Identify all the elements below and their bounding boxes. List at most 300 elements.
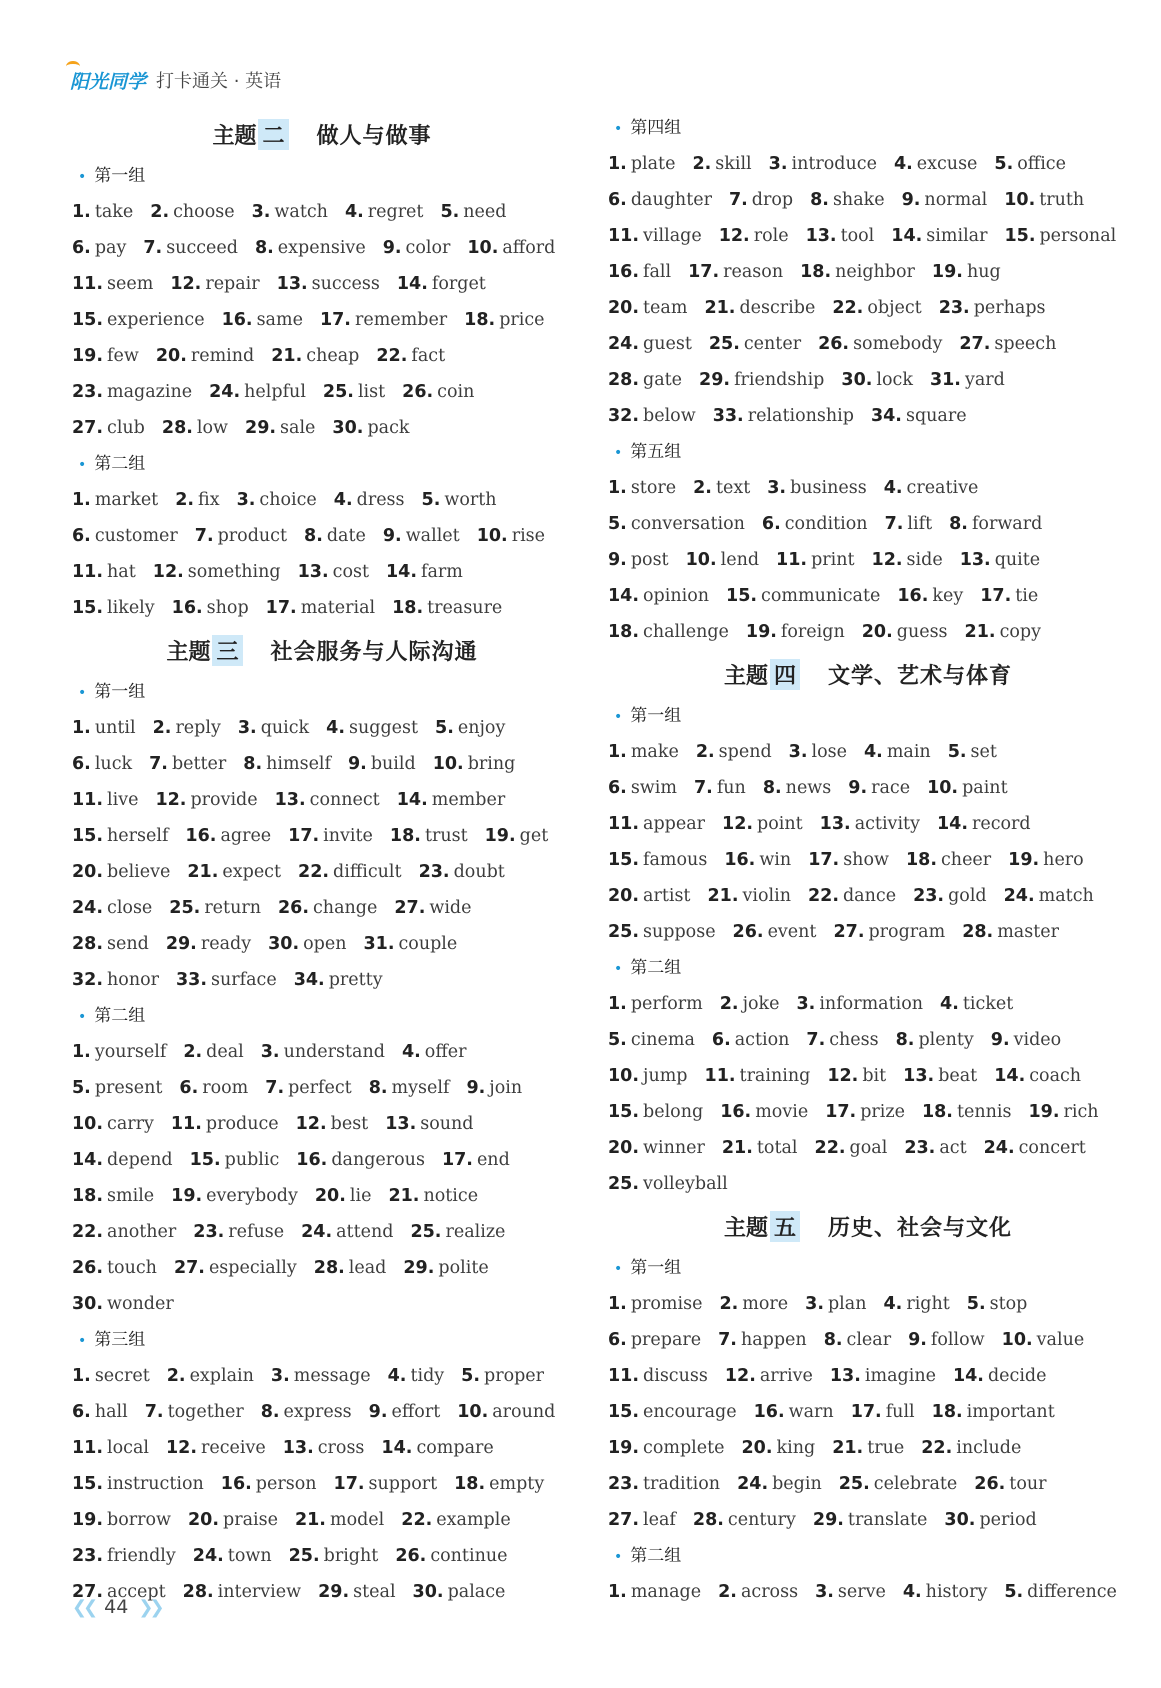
vocab-item <box>72 826 168 846</box>
item-number: 6. <box>608 190 627 210</box>
item-word: happen <box>740 1330 807 1350</box>
vocab-item <box>72 1366 150 1386</box>
item-number: 8. <box>810 190 829 210</box>
item-word: effort <box>391 1402 441 1422</box>
vocab-item <box>442 1150 510 1170</box>
bullet-icon: • <box>78 1009 87 1025</box>
item-word: interview <box>217 1582 302 1602</box>
vocab-item <box>726 586 880 606</box>
item-number: 17. <box>265 598 297 618</box>
item-number: 27. <box>72 1582 104 1602</box>
vocab-line <box>72 710 572 746</box>
item-number: 7. <box>693 778 713 798</box>
item-word: king <box>776 1438 816 1458</box>
item-word: bright <box>323 1546 379 1566</box>
item-number: 7. <box>143 238 163 258</box>
vocab-line <box>608 506 1128 542</box>
item-word: perform <box>630 994 703 1014</box>
item-number: 13. <box>819 814 851 834</box>
item-number: 21. <box>721 1138 753 1158</box>
bullet-icon: • <box>614 709 623 725</box>
item-word: drop <box>751 190 794 210</box>
vocab-item <box>261 1402 352 1422</box>
item-word: list <box>357 382 386 402</box>
item-word: point <box>757 814 803 834</box>
item-word: century <box>727 1510 796 1530</box>
item-word: square <box>905 406 967 426</box>
item-number: 4. <box>387 1366 407 1386</box>
item-number: 25. <box>410 1222 442 1242</box>
item-word: example <box>436 1510 511 1530</box>
item-word: color <box>405 238 451 258</box>
vocab-item <box>72 1186 154 1206</box>
item-word: lock <box>876 370 913 390</box>
vocab-item <box>724 850 791 870</box>
vocab-line <box>72 1466 572 1502</box>
vocab-line <box>72 1034 572 1070</box>
item-word: perhaps <box>973 298 1046 318</box>
item-number: 18. <box>608 622 640 642</box>
theme-heading <box>608 1202 1128 1250</box>
item-number: 26. <box>974 1474 1006 1494</box>
vocab-item <box>174 1258 297 1278</box>
vocab-item <box>930 370 1005 390</box>
item-word: get <box>519 826 549 846</box>
item-number: 10. <box>457 1402 489 1422</box>
item-number: 25. <box>169 898 201 918</box>
item-number: 23. <box>938 298 970 318</box>
item-word: introduce <box>791 154 877 174</box>
vocab-item <box>440 202 506 222</box>
item-number: 4. <box>883 478 903 498</box>
item-number: 30. <box>332 418 364 438</box>
item-word: period <box>979 1510 1037 1530</box>
theme-heading <box>608 650 1128 698</box>
vocab-item <box>719 226 789 246</box>
item-word: rich <box>1063 1102 1099 1122</box>
vocab-item <box>72 1150 173 1170</box>
item-word: coin <box>437 382 475 402</box>
item-number: 21. <box>832 1438 864 1458</box>
vocab-line <box>72 1286 572 1322</box>
vocab-item <box>725 1366 813 1386</box>
group-heading <box>72 998 572 1034</box>
item-number: 32. <box>608 406 640 426</box>
vocab-item <box>991 1030 1061 1050</box>
item-word: guess <box>896 622 948 642</box>
item-number: 22. <box>807 886 839 906</box>
vocab-item <box>848 778 910 798</box>
item-number: 10. <box>72 1114 104 1134</box>
item-word: more <box>742 1294 789 1314</box>
item-number: 16. <box>753 1402 785 1422</box>
item-word: palace <box>447 1582 506 1602</box>
item-word: action <box>734 1030 790 1050</box>
item-word: helpful <box>244 382 306 402</box>
vocab-line <box>72 554 572 590</box>
vocab-line <box>608 1430 1128 1466</box>
vocab-item <box>72 238 126 258</box>
item-word: market <box>94 490 159 510</box>
theme-title: 社会服务与人际沟通 <box>270 639 478 665</box>
item-number: 19. <box>1008 850 1040 870</box>
vocab-item <box>705 1066 811 1086</box>
item-word: hug <box>966 262 1001 282</box>
item-number: 14. <box>936 814 968 834</box>
item-number: 5. <box>72 1078 91 1098</box>
item-number: 14. <box>381 1438 413 1458</box>
item-word: cheap <box>306 346 360 366</box>
vocab-item <box>143 238 238 258</box>
item-word: coach <box>1029 1066 1082 1086</box>
item-number: 10. <box>467 238 499 258</box>
item-word: cinema <box>630 1030 695 1050</box>
vocab-item <box>841 370 913 390</box>
vocab-item <box>72 1114 154 1134</box>
group-label: 第三组 <box>94 1330 146 1350</box>
bullet-icon: • <box>614 445 623 461</box>
item-number: 4. <box>326 718 345 738</box>
vocab-item <box>608 742 679 762</box>
item-word: artist <box>643 886 691 906</box>
item-word: date <box>326 526 366 546</box>
vocab-item <box>824 1330 891 1350</box>
item-number: 28. <box>313 1258 345 1278</box>
item-number: 20. <box>314 1186 346 1206</box>
vocab-item <box>937 814 1031 834</box>
vocab-item <box>183 1042 243 1062</box>
vocab-item <box>949 514 1042 534</box>
item-word: translate <box>847 1510 928 1530</box>
item-number: 30. <box>944 1510 976 1530</box>
item-number: 18. <box>921 1102 953 1122</box>
item-number: 30. <box>412 1582 444 1602</box>
item-word: total <box>756 1138 798 1158</box>
item-word: goal <box>849 1138 888 1158</box>
item-word: cheer <box>941 850 992 870</box>
item-number: 29. <box>245 418 277 438</box>
item-word: jump <box>643 1066 688 1086</box>
item-number: 23. <box>72 382 104 402</box>
item-number: 26. <box>818 334 850 354</box>
vocab-item <box>808 850 889 870</box>
item-word: trust <box>424 826 468 846</box>
item-word: join <box>489 1078 523 1098</box>
item-word: match <box>1038 886 1094 906</box>
item-word: remember <box>354 310 448 330</box>
item-word: reply <box>175 718 221 738</box>
item-word: present <box>94 1078 163 1098</box>
item-word: describe <box>739 298 816 318</box>
group-heading <box>72 446 572 482</box>
item-number: 12. <box>718 226 750 246</box>
vocab-item <box>238 718 309 738</box>
item-number: 5. <box>435 718 454 738</box>
item-word: prepare <box>630 1330 702 1350</box>
item-word: continue <box>430 1546 508 1566</box>
item-word: print <box>811 550 855 570</box>
vocab-item <box>386 562 463 582</box>
vocab-item <box>176 970 277 990</box>
item-word: especially <box>208 1258 297 1278</box>
vocab-item <box>72 1222 176 1242</box>
vocab-item <box>818 334 942 354</box>
vocab-item <box>608 262 671 282</box>
item-word: perfect <box>288 1078 352 1098</box>
vocab-item <box>712 1030 790 1050</box>
item-number: 27. <box>173 1258 205 1278</box>
item-number: 13. <box>829 1366 861 1386</box>
vocab-item <box>170 274 259 294</box>
item-number: 11. <box>72 1438 104 1458</box>
vocab-item <box>825 1102 905 1122</box>
item-number: 16. <box>221 310 253 330</box>
item-word: town <box>227 1546 272 1566</box>
item-number: 5. <box>421 490 441 510</box>
item-word: praise <box>223 1510 278 1530</box>
vocab-item <box>815 1138 888 1158</box>
vocab-item <box>776 550 854 570</box>
item-number: 22. <box>832 298 864 318</box>
item-word: quick <box>260 718 310 738</box>
vocab-item <box>713 406 854 426</box>
vocab-line <box>72 410 572 446</box>
item-number: 27. <box>959 334 991 354</box>
item-number: 14. <box>72 1150 104 1170</box>
vocab-item <box>806 1030 878 1050</box>
item-word: hall <box>94 1402 128 1422</box>
item-word: yourself <box>94 1042 167 1062</box>
item-word: notice <box>423 1186 479 1206</box>
item-word: tie <box>1015 586 1039 606</box>
vocab-item <box>608 886 690 906</box>
vocab-item <box>733 922 817 942</box>
vocab-line <box>608 470 1128 506</box>
item-number: 30. <box>841 370 873 390</box>
vocab-item <box>72 202 133 222</box>
item-number: 2. <box>719 1294 739 1314</box>
item-number: 17. <box>319 310 351 330</box>
vocab-item <box>395 1546 507 1566</box>
bullet-icon: • <box>78 169 87 185</box>
item-number: 16. <box>724 850 756 870</box>
item-number: 15. <box>608 1402 640 1422</box>
item-number: 26. <box>732 922 764 942</box>
item-number: 29. <box>318 1582 350 1602</box>
vocab-item <box>608 1174 728 1194</box>
vocab-item <box>608 1138 705 1158</box>
vocab-item <box>797 994 924 1014</box>
item-number: 23. <box>913 886 945 906</box>
item-number: 28. <box>182 1582 214 1602</box>
item-word: training <box>739 1066 811 1086</box>
item-number: 1. <box>608 742 627 762</box>
item-number: 3. <box>251 202 271 222</box>
vocab-item <box>608 1366 708 1386</box>
item-number: 26. <box>402 382 434 402</box>
item-word: swim <box>630 778 677 798</box>
item-word: challenge <box>643 622 729 642</box>
vocab-line <box>608 986 1128 1022</box>
vocab-item <box>1004 190 1084 210</box>
item-word: manage <box>630 1582 702 1602</box>
item-number: 14. <box>386 562 418 582</box>
item-number: 1. <box>608 1294 627 1314</box>
item-word: skill <box>715 154 752 174</box>
vocab-item <box>323 382 385 402</box>
bullet-icon: • <box>78 457 87 473</box>
theme-number: 二 <box>258 119 288 150</box>
group-label: 第一组 <box>94 682 146 702</box>
vocab-item <box>72 754 132 774</box>
vocab-item <box>72 934 149 954</box>
item-word: below <box>643 406 696 426</box>
vocab-item <box>149 754 226 774</box>
item-number: 5. <box>461 1366 480 1386</box>
item-number: 32. <box>72 970 104 990</box>
item-number: 7. <box>149 754 168 774</box>
vocab-line <box>608 290 1128 326</box>
vocab-item <box>467 238 555 258</box>
item-number: 20. <box>741 1438 773 1458</box>
item-number: 1. <box>72 490 91 510</box>
item-number: 28. <box>692 1510 724 1530</box>
vocab-item <box>832 298 921 318</box>
vocab-item <box>763 778 831 798</box>
vocab-item <box>694 778 746 798</box>
item-number: 25. <box>838 1474 870 1494</box>
item-number: 9. <box>368 1402 388 1422</box>
item-word: hat <box>107 562 136 582</box>
item-number: 21. <box>388 1186 420 1206</box>
item-word: guest <box>643 334 692 354</box>
vocab-item <box>608 1474 720 1494</box>
item-word: price <box>499 310 545 330</box>
item-number: 2. <box>150 202 170 222</box>
vocab-item <box>294 970 383 990</box>
item-word: conversation <box>630 514 745 534</box>
item-number: 9. <box>466 1078 486 1098</box>
item-number: 1. <box>608 154 627 174</box>
item-word: attend <box>336 1222 394 1242</box>
item-word: herself <box>107 826 169 846</box>
item-number: 19. <box>1028 1102 1060 1122</box>
vocab-item <box>767 478 866 498</box>
item-number: 6. <box>761 514 781 534</box>
item-number: 25. <box>288 1546 320 1566</box>
vocab-item <box>813 1510 928 1530</box>
vocab-line <box>72 890 572 926</box>
item-word: volleyball <box>643 1174 728 1194</box>
vocab-item <box>984 1138 1086 1158</box>
vocab-item <box>72 862 170 882</box>
vocab-item <box>298 862 402 882</box>
item-word: member <box>431 790 506 810</box>
item-number: 11. <box>72 562 104 582</box>
item-word: similar <box>926 226 988 246</box>
bullet-icon: • <box>78 1333 87 1349</box>
vocab-item <box>72 790 138 810</box>
item-word: office <box>1017 154 1066 174</box>
vocab-item <box>156 346 254 366</box>
item-word: personal <box>1039 226 1117 246</box>
vocab-line <box>608 914 1128 950</box>
item-number: 18. <box>389 826 421 846</box>
item-number: 20. <box>155 346 187 366</box>
item-number: 10. <box>476 526 508 546</box>
vocab-item <box>334 1474 438 1494</box>
bullet-icon: • <box>614 1549 623 1565</box>
item-word: until <box>94 718 136 738</box>
item-number: 5. <box>994 154 1014 174</box>
vocab-item <box>967 1294 1028 1314</box>
item-number: 3. <box>815 1582 834 1602</box>
item-word: empty <box>489 1474 545 1494</box>
item-word: worth <box>444 490 497 510</box>
item-word: expensive <box>277 238 366 258</box>
vocab-item <box>150 202 234 222</box>
item-number: 15. <box>608 850 640 870</box>
vocab-item <box>906 850 991 870</box>
vocab-item <box>485 826 549 846</box>
vocab-item <box>704 298 815 318</box>
item-word: around <box>492 1402 556 1422</box>
item-word: decide <box>987 1366 1047 1386</box>
item-number: 10. <box>608 1066 640 1086</box>
vocab-item <box>72 490 158 510</box>
item-word: return <box>204 898 261 918</box>
vocab-line <box>608 254 1128 290</box>
item-number: 33. <box>712 406 744 426</box>
vocab-item <box>608 814 705 834</box>
item-word: luck <box>94 754 133 774</box>
item-word: watch <box>274 202 328 222</box>
item-number: 19. <box>931 262 963 282</box>
item-number: 2. <box>718 1582 737 1602</box>
item-word: lead <box>348 1258 387 1278</box>
vocab-item <box>268 934 346 954</box>
vocab-item <box>72 346 139 366</box>
item-word: surface <box>211 970 277 990</box>
vocab-item <box>904 1138 966 1158</box>
vocab-item <box>1004 226 1116 246</box>
item-word: relationship <box>747 406 854 426</box>
item-word: local <box>107 1438 149 1458</box>
vocab-item <box>742 1438 816 1458</box>
item-word: borrow <box>107 1510 171 1530</box>
theme-title: 做人与做事 <box>316 123 432 149</box>
vocab-line <box>72 1394 572 1430</box>
item-word: invite <box>323 826 373 846</box>
item-number: 3. <box>805 1294 824 1314</box>
item-word: village <box>643 226 702 246</box>
theme-prefix: 主题 <box>723 1215 768 1241</box>
vocab-item <box>872 550 943 570</box>
item-number: 29. <box>165 934 197 954</box>
vocab-item <box>320 310 447 330</box>
item-number: 11. <box>776 550 808 570</box>
item-number: 18. <box>464 310 496 330</box>
vocab-item <box>332 418 409 438</box>
vocab-item <box>891 226 987 246</box>
item-word: dress <box>356 490 405 510</box>
vocab-item <box>376 346 445 366</box>
item-word: across <box>740 1582 799 1602</box>
vocab-line <box>608 734 1128 770</box>
item-word: celebrate <box>873 1474 958 1494</box>
vocab-item <box>271 346 359 366</box>
item-word: reason <box>723 262 784 282</box>
